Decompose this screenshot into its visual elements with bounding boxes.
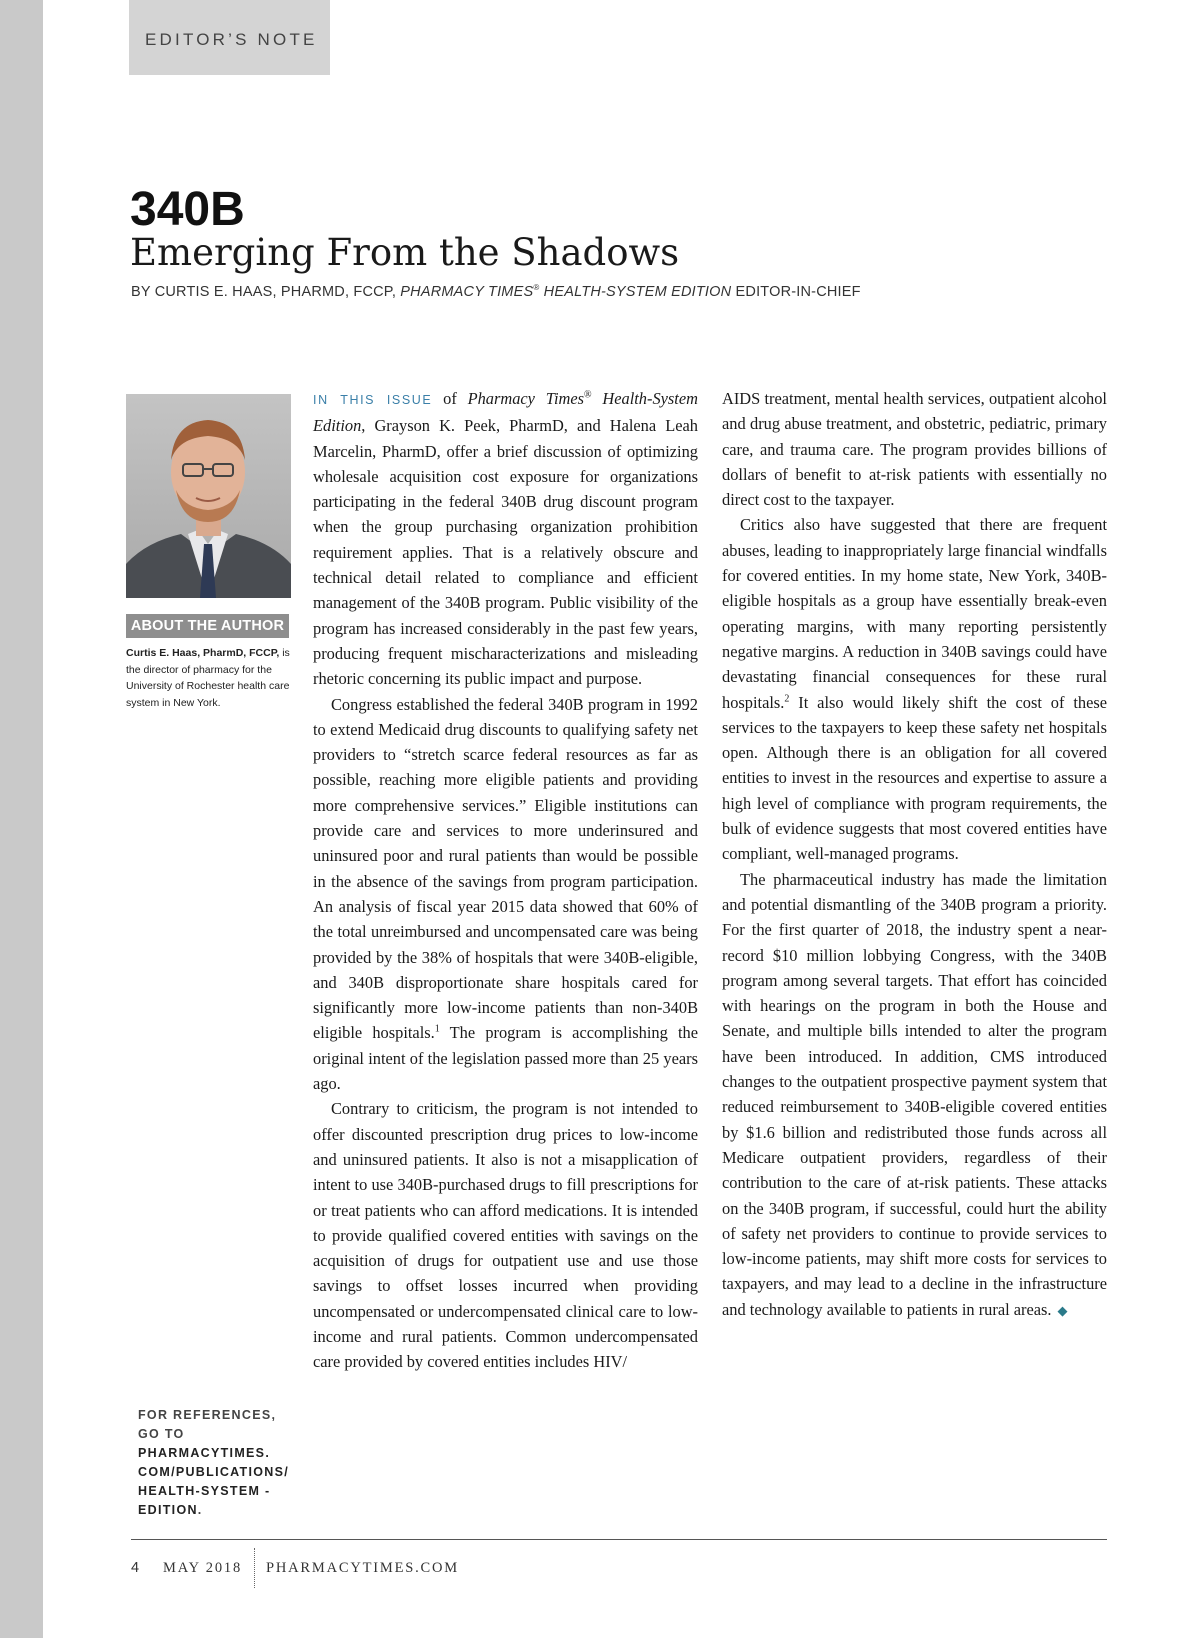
- section-label: EDITOR’S NOTE: [145, 30, 318, 49]
- footer-rule: [131, 1539, 1107, 1540]
- article-column-1: [313, 386, 698, 1375]
- byline-publication: PHARMACY TIMES: [400, 283, 534, 300]
- body-paragraph: [313, 386, 698, 692]
- page-number: 4: [131, 1560, 140, 1576]
- body-paragraph: [722, 386, 1107, 512]
- author-name: Curtis E. Haas, PharmD, FCCP,: [126, 647, 280, 659]
- article-byline: [131, 283, 861, 300]
- references-link[interactable]: PHARMACYTIMES. COM/PUBLICATIONS/ HEALTH-SYSTEM -EDITION: [138, 1446, 290, 1517]
- about-author-label: ABOUT THE AUTHOR: [126, 614, 289, 638]
- paragraph-text: The program is accomplishing the original intent of the legislation passed more than 25 years ago.: [313, 1023, 698, 1094]
- references-end: .: [197, 1503, 203, 1517]
- reference-marker: 2: [784, 693, 790, 705]
- reference-marker: 1: [434, 1023, 440, 1035]
- article-column-2: [722, 386, 1107, 1323]
- article-title: Emerging From the Shadows: [130, 231, 680, 274]
- section-tab: [129, 0, 330, 75]
- footer-site-link[interactable]: PHARMACYTIMES.COM: [266, 1560, 459, 1576]
- references-note: [138, 1406, 288, 1520]
- body-paragraph: [313, 1096, 698, 1374]
- author-portrait-illustration: [126, 394, 291, 598]
- publication-name: Pharmacy Times: [467, 389, 584, 408]
- paragraph-text: of: [432, 389, 468, 408]
- paragraph-text: Contrary to criticism, the program is not intended to offer discounted prescription drug prices to low-income and uninsured patients. It also is not a misapplication of intent to use 340B-purchased drugs to fill prescriptions for or treat patients who can afford medications. It is intended to provide qualified covered entities with savings on the acquisition of drugs for outpatient use and use those savings to offset losses incurred when providing uncompensated or undercompensated clinical care to low-income and rural patients. Common undercompensated care provided by covered entities includes HIV/: [313, 1099, 698, 1372]
- byline-reg-mark: ®: [533, 283, 540, 292]
- body-paragraph: [313, 692, 698, 1097]
- footer-divider: [254, 1548, 255, 1588]
- byline-suffix: EDITOR-IN-CHIEF: [731, 283, 861, 300]
- body-paragraph: [722, 867, 1107, 1323]
- issue-date: MAY 2018: [163, 1560, 242, 1576]
- paragraph-text: , Grayson K. Peek, PharmD, and Halena Leah Marcelin, PharmD, offer a brief discussion of optimizing wholesale acquisition cost exposure for organizations participating in the federal 340B drug discount program when the group purchasing organization prohibition requirement applies. That is a relatively obscure and technical detail related to compliance and efficient management of the 340B program. Public visibility of the program has increased considerably in the past few years, producing frequent mischaracterizations and misleading rhetoric concerning its public impact and purpose.: [313, 416, 698, 689]
- end-of-article-icon: ◆: [1057, 1302, 1068, 1318]
- author-bio: [126, 645, 291, 711]
- paragraph-text: Critics also have suggested that there are frequent abuses, leading to inappropriately large financial windfalls for covered entities. In my home state, New York, 340B-eligible hospitals as a group have essentially break-even operating margins, with many reporting persistently negative margins. A reduction in 340B savings could have devastating financial consequences for these rural hospitals.: [722, 515, 1107, 712]
- side-margin-bar: [0, 0, 43, 1638]
- reg-mark: ®: [584, 389, 592, 401]
- paragraph-text: The pharmaceutical industry has made the limitation and potential dismantling of the 340B program a priority. For the first quarter of 2018, the industry spent a near-record $10 million lobbying Congress, with the 340B program among several targets. That effort has coincided with hearings on the program in both the House and Senate, and multiple bills intended to alter the program have been introduced. In addition, CMS introduced changes to the outpatient prospective payment system that reduced reimbursement to 340B-eligible covered entities by $1.6 billion and redistributed those funds across all Medicare outpatient providers, regardless of their contribution to the care of at-risk patients. These attacks on the 340B program, if successful, could hurt the ability of safety net providers to continue to provide services to low-income patients, may shift more costs for services to taxpayers, and may lead to a decline in the infrastructure and technology available to patients in rural areas.: [722, 869, 1107, 1319]
- edition-name: Health-System Edition: [313, 389, 698, 436]
- body-paragraph: [722, 512, 1107, 866]
- paragraph-text: AIDS treatment, mental health services, outpatient alcohol and drug abuse treatment, and obstetric, pediatric, primary care, and trauma care. The program provides billions of dollars of benefit to at-risk patients with essentially no direct cost to the taxpayer.: [722, 389, 1107, 510]
- references-lead: FOR REFERENCES, GO TO: [138, 1408, 277, 1441]
- paragraph-text: It also would likely shift the cost of these services to the taxpayers to keep these safety net hospitals open. Although there is an obligation for all covered entities to invest in the resources and expertise to assure a high level of compliance with program requirements, the bulk of evidence suggests that most covered entities have compliant, well-managed programs.: [722, 692, 1107, 864]
- byline-edition: HEALTH-SYSTEM EDITION: [539, 283, 732, 300]
- author-bio-text: is the director of pharmacy for the University of Rochester health care system in New York.: [126, 647, 290, 709]
- author-photo: [126, 394, 291, 598]
- byline-prefix: BY CURTIS E. HAAS, PHARMD, FCCP,: [131, 283, 401, 300]
- article-kicker: 340B: [130, 183, 245, 236]
- paragraph-text: Congress established the federal 340B program in 1992 to extend Medicaid drug discounts to qualifying safety net providers to “stretch scarce federal resources as far as possible, reaching more eligible patients and providing more comprehensive services.” Eligible institutions can provide care and services to more underinsured and uninsured poor and rural patients than would be possible in the absence of the savings from program participation. An analysis of fiscal year 2015 data showed that 60% of the total unreimbursed and uncompensated care was being provided by the 38% of hospitals that were 340B-eligible, and 340B disproportionate share hospitals cared for significantly more low-income patients than non-340B eligible hospitals.: [313, 694, 698, 1043]
- in-this-issue-lead: IN THIS ISSUE: [313, 393, 433, 407]
